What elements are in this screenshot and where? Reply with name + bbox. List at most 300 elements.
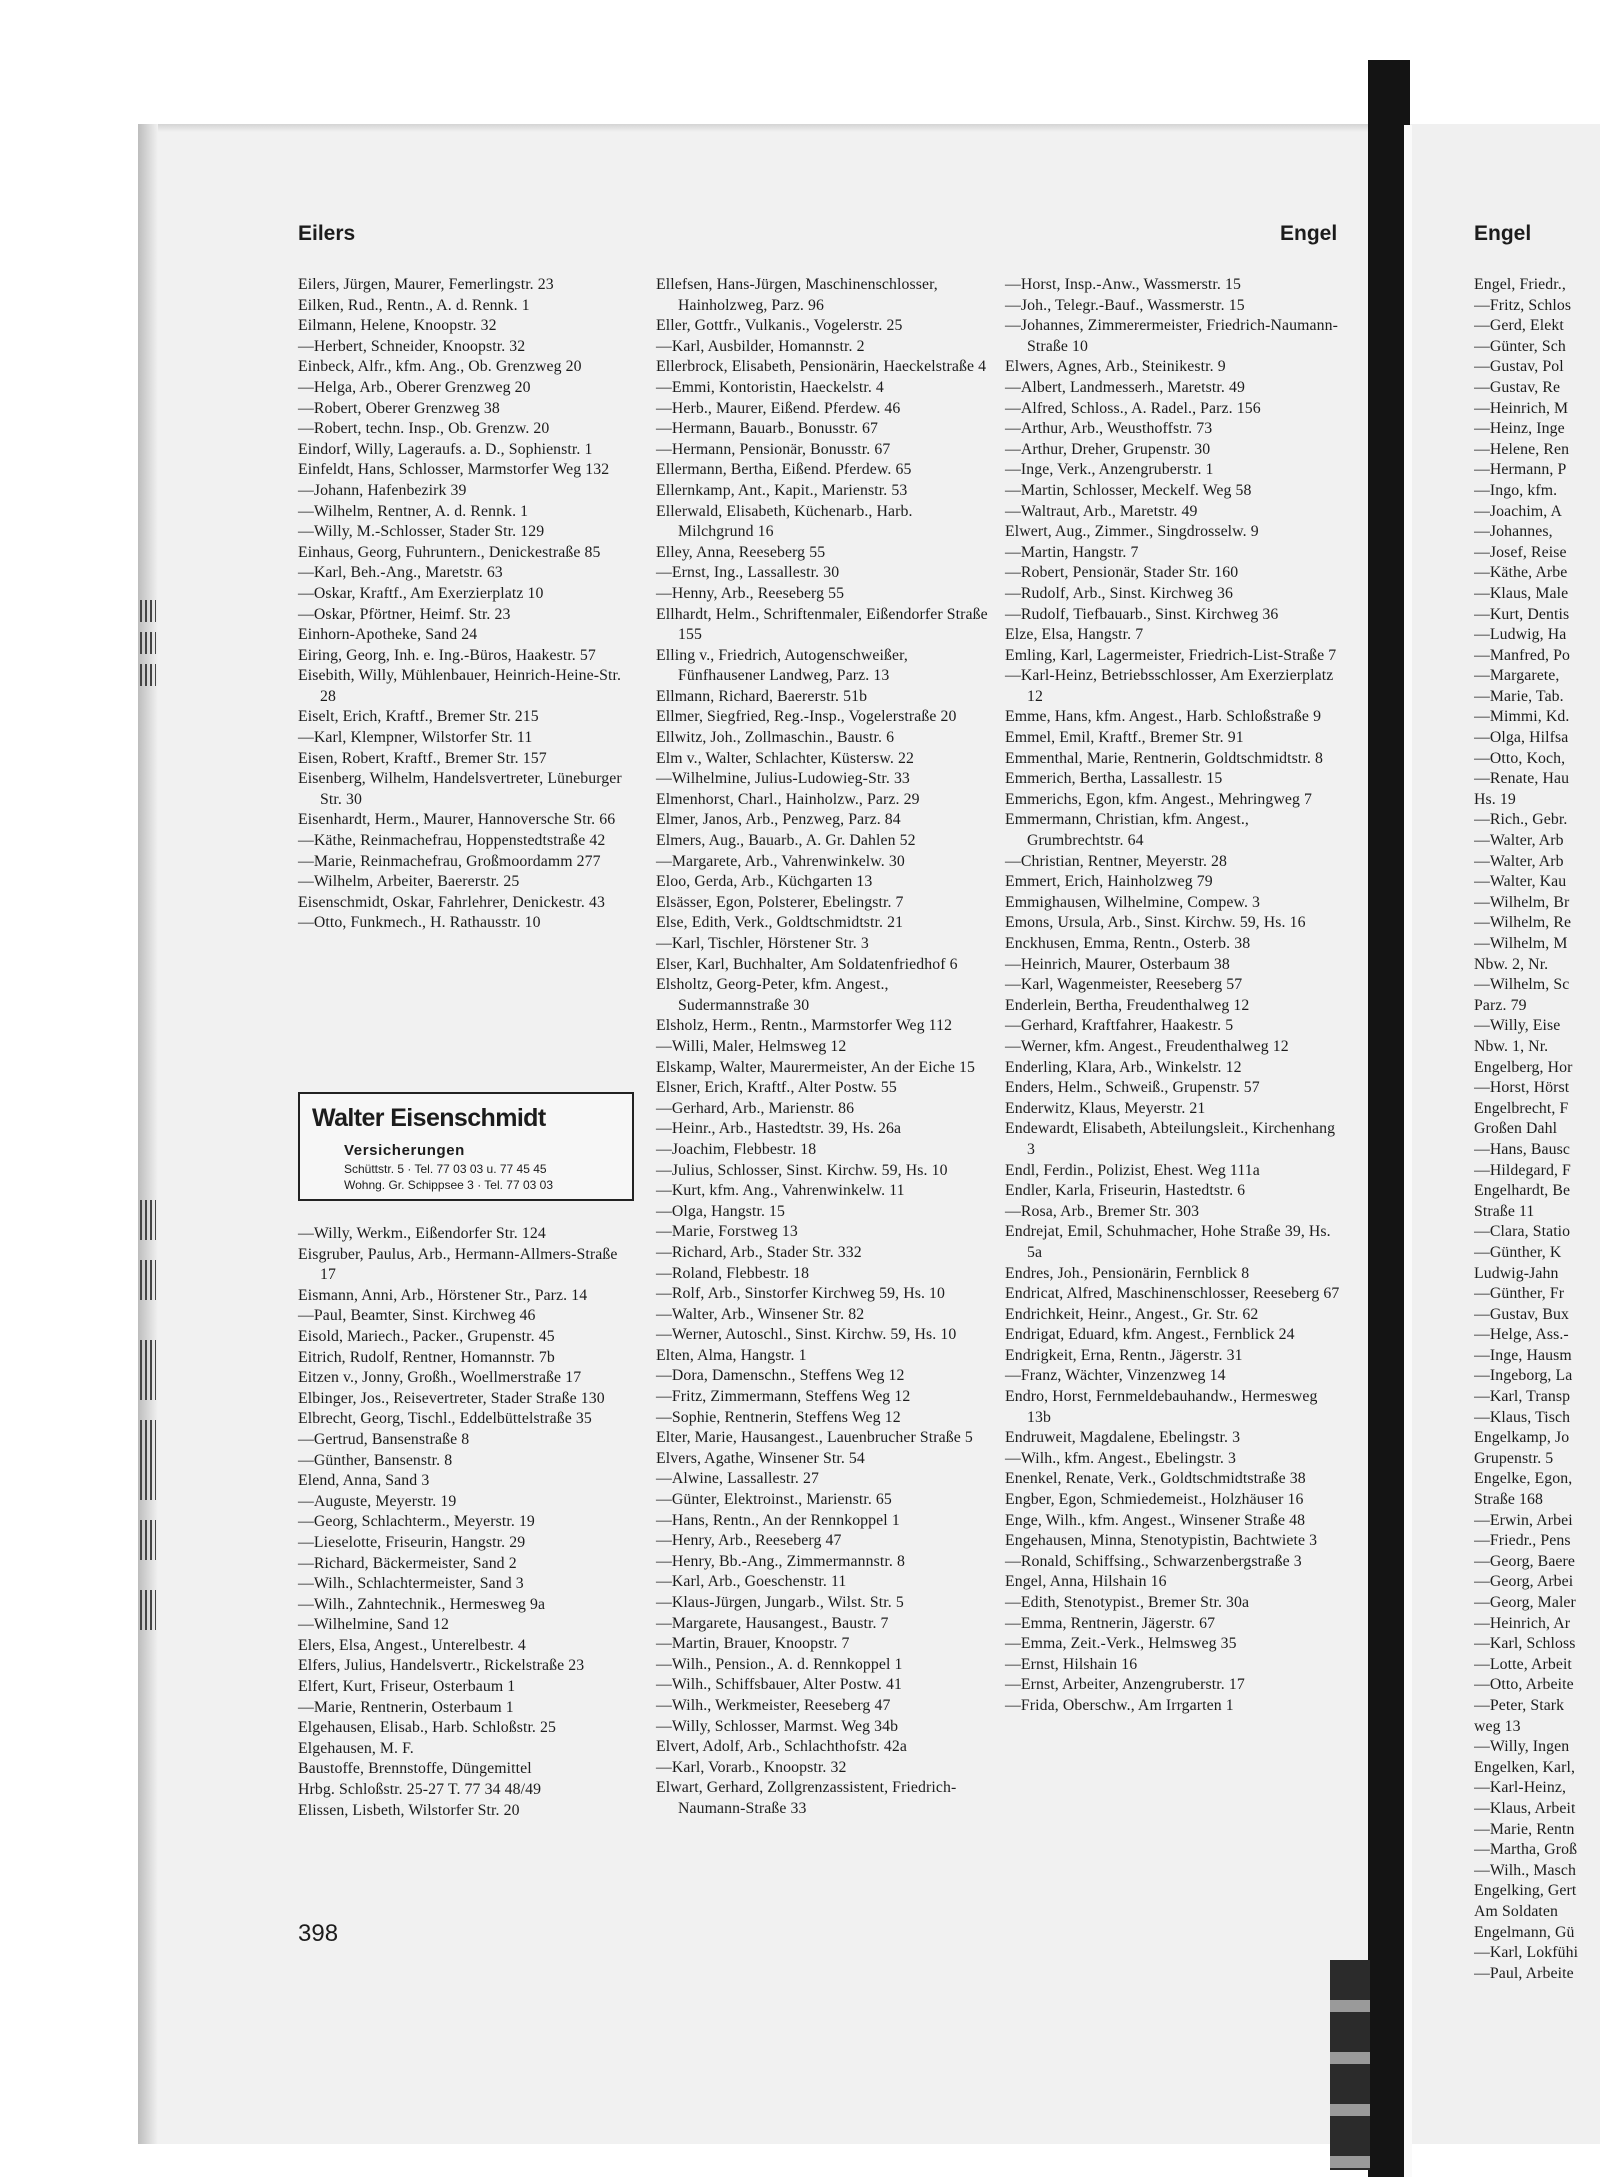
directory-entry: Elvert, Adolf, Arb., Schlachthofstr. 42a xyxy=(656,1738,908,1756)
directory-entry: —Wilhelm, Br xyxy=(1474,893,1570,911)
directory-entry: Elser, Karl, Buchhalter, Am Soldatenfriedhof 6 xyxy=(656,955,958,973)
directory-entry: —Otto, Arbeite xyxy=(1474,1676,1574,1694)
directory-entry: —Willy, M.-Schlosser, Stader Str. 129 xyxy=(298,523,545,541)
directory-entry: Elsässer, Egon, Polsterer, Ebelingstr. 7 xyxy=(656,893,904,911)
directory-entry: —Gerhard, Kraftfahrer, Haakestr. 5 xyxy=(1005,1017,1234,1035)
directory-entry: Elissen, Lisbeth, Wilstorfer Str. 20 xyxy=(298,1801,520,1819)
directory-entry: Engelmann, Gü xyxy=(1474,1923,1575,1941)
directory-entry: Engelhardt, Be xyxy=(1474,1182,1571,1200)
directory-entry: —Karl, Wagenmeister, Reeseberg 57 xyxy=(1005,976,1243,994)
directory-entry: —Hans, Rentn., An der Rennkoppel 1 xyxy=(656,1511,900,1529)
directory-entry: Elter, Marie, Hausangest., Lauenbrucher Straße 5 xyxy=(656,1429,973,1447)
directory-entry: Ludwig-Jahn xyxy=(1474,1264,1559,1282)
directory-entry: Hrbg. Schloßstr. 25-27 T. 77 34 48/49 xyxy=(298,1781,542,1799)
directory-entry: —Willy, Schlosser, Marmst. Weg 34b xyxy=(656,1717,899,1735)
directory-entry: —Kurt, kfm. Ang., Vahrenwinkelw. 11 xyxy=(656,1182,905,1200)
directory-entry: —Klaus, Tisch xyxy=(1474,1408,1571,1426)
directory-entry: Enckhusen, Emma, Rentn., Osterb. 38 xyxy=(1005,935,1251,952)
directory-entry: —Gustav, Bux xyxy=(1474,1305,1569,1323)
directory-entry: —Walter, Kau xyxy=(1474,873,1567,891)
directory-entry: —Wilh., Zahntechnik., Hermesweg 9a xyxy=(298,1595,546,1613)
running-head-right: Engel xyxy=(1280,222,1338,245)
directory-entry: —Alfred, Schloss., A. Radel., Parz. 156 xyxy=(1005,399,1261,417)
directory-entry: Straße 168 xyxy=(1474,1491,1544,1509)
directory-entry: Ellwitz, Joh., Zollmaschin., Baustr. 6 xyxy=(656,729,895,747)
binding-mark xyxy=(140,600,156,622)
directory-entry: —Hermann, P xyxy=(1474,461,1567,479)
directory-entry: Engelke, Egon, xyxy=(1474,1470,1573,1488)
directory-entry: —Heinz, Inge xyxy=(1474,420,1565,438)
ad-business: Versicherungen xyxy=(344,1142,465,1159)
directory-entry: Straße 11 xyxy=(1474,1202,1535,1220)
directory-entry: Eiring, Georg, Inh. e. Ing.-Büros, Haakestr. 57 xyxy=(298,646,596,664)
directory-entry: —Helge, Ass.- xyxy=(1474,1326,1569,1344)
directory-entry: —Wilh., Masch xyxy=(1474,1861,1577,1879)
directory-entry: Eisenschmidt, Oskar, Fahrlehrer, Denickestr. 43 xyxy=(298,893,606,911)
directory-entry: —Paul, Beamter, Sinst. Kirchweg 46 xyxy=(298,1307,536,1325)
directory-entry: —Henry, Arb., Reeseberg 47 xyxy=(656,1532,842,1550)
binding-mark xyxy=(140,1260,156,1300)
directory-entry: —Christian, Rentner, Meyerstr. 28 xyxy=(1005,852,1228,870)
directory-entry: —Helene, Ren xyxy=(1474,440,1570,458)
directory-entry: Einhorn-Apotheke, Sand 24 xyxy=(298,626,478,644)
directory-entry: —Lieselotte, Friseurin, Hangstr. 29 xyxy=(298,1533,526,1551)
gutter-highlight xyxy=(1404,125,1412,2177)
directory-entry: —Karl, Klempner, Wilstorfer Str. 11 xyxy=(298,729,533,747)
directory-entry: Engelberg, Hor xyxy=(1474,1058,1573,1076)
directory-entry: Elfert, Kurt, Friseur, Osterbaum 1 xyxy=(298,1678,516,1696)
binding-mark xyxy=(140,1590,156,1630)
directory-entry: —Willi, Maler, Helmsweg 12 xyxy=(656,1037,847,1055)
directory-entry: —Hildegard, F xyxy=(1474,1161,1571,1179)
directory-entry: —Rolf, Arb., Sinstorfer Kirchweg 59, Hs. 10 xyxy=(656,1285,946,1303)
directory-entry: —Wilh., Pension., A. d. Rennkoppel 1 xyxy=(656,1655,903,1673)
directory-entry: —Johannes, Zimmerermeister, Friedrich-Naumann-Straße 10 xyxy=(1005,317,1338,355)
directory-entry: Elskamp, Walter, Maurermeister, An der Eiche 15 xyxy=(656,1058,976,1076)
directory-entry: Endruweit, Magdalene, Ebelingstr. 3 xyxy=(1005,1429,1241,1447)
directory-entry: Ellerbrock, Elisabeth, Pensionärin, Haeckelstraße 4 xyxy=(656,358,987,376)
directory-entry: Endler, Karla, Friseurin, Hastedtstr. 6 xyxy=(1005,1182,1246,1200)
directory-entry: Enderlein, Bertha, Freudenthalweg 12 xyxy=(1005,996,1250,1014)
directory-entry: Elwers, Agnes, Arb., Steinikestr. 9 xyxy=(1005,358,1226,376)
directory-entry: —Lotte, Arbeit xyxy=(1474,1655,1572,1673)
binding-mark xyxy=(140,1420,156,1500)
directory-entry: Elers, Elsa, Angest., Unterelbestr. 4 xyxy=(298,1636,526,1654)
directory-entry: Engel, Friedr., xyxy=(1474,276,1566,293)
directory-entry: Baustoffe, Brennstoffe, Düngemittel xyxy=(298,1760,532,1778)
directory-entry: —Otto, Funkmech., H. Rathausstr. 10 xyxy=(298,914,541,932)
directory-entry: Ellhardt, Helm., Schriftenmaler, Eißendorfer Straße 155 xyxy=(656,605,988,644)
directory-entry: Endrichkeit, Heinr., Angest., Gr. Str. 62 xyxy=(1005,1305,1259,1323)
directory-entry: —Hermann, Bauarb., Bonusstr. 67 xyxy=(656,420,879,438)
directory-entry: Elgehausen, Elisab., Harb. Schloßstr. 25 xyxy=(298,1719,557,1737)
ad-line-1: Schüttstr. 5 · Tel. 77 03 03 u. 77 45 45 xyxy=(344,1162,547,1176)
directory-entry: Emons, Ursula, Arb., Sinst. Kirchw. 59, Hs. 16 xyxy=(1005,914,1306,932)
directory-entry: —Karl, Lokfühi xyxy=(1474,1944,1579,1962)
directory-entry: —Ernst, Ing., Lassallestr. 30 xyxy=(656,564,840,582)
directory-entry: —Willy, Eise xyxy=(1474,1017,1561,1035)
directory-entry: —Marie, Reinmachefrau, Großmoordamm 277 xyxy=(298,852,601,870)
directory-entry: Elwart, Gerhard, Zollgrenzassistent, Friedrich-Naumann-Straße 33 xyxy=(656,1779,957,1817)
directory-entry: Einhaus, Georg, Fuhruntern., Denickestraße 85 xyxy=(298,543,601,561)
directory-entry: Nbw. 1, Nr. xyxy=(1474,1037,1549,1055)
directory-entry: Hs. 19 xyxy=(1474,790,1516,808)
directory-entry: —Oskar, Pförtner, Heimf. Str. 23 xyxy=(298,605,511,623)
binding-mark xyxy=(140,1520,156,1560)
directory-entry: —Käthe, Reinmachefrau, Hoppenstedtstraße 42 xyxy=(298,832,606,850)
directory-entry: Parz. 79 xyxy=(1474,996,1527,1014)
directory-entry: —Johann, Hafenbezirk 39 xyxy=(298,481,467,499)
directory-entry: —Oskar, Kraftf., Am Exerzierplatz 10 xyxy=(298,584,544,602)
directory-entry: —Friedr., Pens xyxy=(1474,1532,1571,1550)
directory-entry: —Richard, Bäckermeister, Sand 2 xyxy=(298,1554,517,1572)
directory-entry: Engelbrecht, F xyxy=(1474,1099,1569,1117)
directory-entry: —Wilhelm, Sc xyxy=(1474,976,1570,994)
directory-entry: Eisgruber, Paulus, Arb., Hermann-Allmers-Straße 17 xyxy=(298,1245,618,1284)
directory-entry: —Alwine, Lassallestr. 27 xyxy=(656,1470,819,1488)
directory-entry: Elfers, Julius, Handelsvertr., Rickelstraße 23 xyxy=(298,1657,585,1675)
ad-line-2: Wohng. Gr. Schippsee 3 · Tel. 77 03 03 xyxy=(344,1178,554,1192)
directory-entry: —Olga, Hilfsa xyxy=(1474,729,1569,747)
directory-entry: Eiselt, Erich, Kraftf., Bremer Str. 215 xyxy=(298,708,539,726)
directory-entry: —Karl, Ausbilder, Homannstr. 2 xyxy=(656,337,865,355)
directory-entry: Einfeldt, Hans, Schlosser, Marmstorfer Weg 132 xyxy=(298,461,610,479)
directory-entry: —Gerd, Elekt xyxy=(1474,317,1564,335)
directory-entry: —Edith, Stenotypist., Bremer Str. 30a xyxy=(1005,1594,1250,1611)
directory-entry: weg 13 xyxy=(1474,1717,1521,1735)
directory-entry: —Wilhelm, Arbeiter, Baererstr. 25 xyxy=(298,873,520,891)
directory-entry: Eilmann, Helene, Knoopstr. 32 xyxy=(298,317,497,335)
directory-entry: Elbinger, Jos., Reisevertreter, Stader Straße 130 xyxy=(298,1389,605,1407)
directory-entry: —Roland, Flebbestr. 18 xyxy=(656,1264,810,1282)
directory-entry: —Hans, Bausc xyxy=(1474,1140,1570,1158)
directory-entry: —Manfred, Po xyxy=(1474,646,1570,664)
directory-entry: —Heinr., Arb., Hastedtstr. 39, Hs. 26a xyxy=(656,1120,902,1138)
directory-entry: Elgehausen, M. F. xyxy=(298,1739,414,1757)
directory-entry: —Günther, Fr xyxy=(1474,1285,1565,1303)
directory-entry: —Klaus, Arbeit xyxy=(1474,1799,1576,1817)
directory-entry: —Marie, Rentnerin, Osterbaum 1 xyxy=(298,1698,514,1716)
directory-entry: —Georg, Arbei xyxy=(1474,1573,1574,1591)
binding-mark xyxy=(140,664,156,686)
directory-entry: Elten, Alma, Hangstr. 1 xyxy=(656,1346,807,1364)
directory-entry: —Martin, Brauer, Knoopstr. 7 xyxy=(656,1635,850,1653)
directory-entry: Engel, Anna, Hilshain 16 xyxy=(1005,1573,1167,1591)
directory-entry: —Günther, K xyxy=(1474,1243,1562,1261)
directory-entry: —Karl, Arb., Goeschenstr. 11 xyxy=(656,1573,847,1591)
directory-entry: —Martha, Groß xyxy=(1474,1841,1578,1859)
directory-entry: Endl, Ferdin., Polizist, Ehest. Weg 111a xyxy=(1005,1161,1260,1179)
directory-entry: —Johannes, xyxy=(1474,523,1553,541)
directory-entry: Eilken, Rud., Rentn., A. d. Rennk. 1 xyxy=(298,296,530,314)
directory-entry: —Herb., Maurer, Eißend. Pferdew. 46 xyxy=(656,399,901,417)
directory-entry: Einbeck, Alfr., kfm. Ang., Ob. Grenzweg 20 xyxy=(298,358,582,376)
directory-entry: Enge, Wilh., kfm. Angest., Winsener Straße 48 xyxy=(1005,1511,1306,1529)
directory-entry: —Käthe, Arbe xyxy=(1474,564,1568,582)
directory-entry: Eisen, Robert, Kraftf., Bremer Str. 157 xyxy=(298,749,547,767)
binding-mark xyxy=(140,1340,156,1400)
directory-entry: —Werner, Autoschl., Sinst. Kirchw. 59, Hs. 10 xyxy=(656,1326,957,1344)
directory-entry: —Emma, Rentnerin, Jägerstr. 67 xyxy=(1005,1614,1216,1632)
directory-entry: —Karl, Vorarb., Knoopstr. 32 xyxy=(656,1758,847,1776)
directory-entry: Emling, Karl, Lagermeister, Friedrich-List-Straße 7 xyxy=(1005,646,1337,664)
directory-entry: Eitzen v., Jonny, Großh., Woellmerstraße 17 xyxy=(298,1369,582,1387)
directory-entry: —Albert, Landmesserh., Maretstr. 49 xyxy=(1005,378,1245,396)
directory-entry: Else, Edith, Verk., Goldtschmidtstr. 21 xyxy=(656,914,904,932)
directory-entry: —Gustav, Pol xyxy=(1474,358,1564,376)
directory-entry: Engehausen, Minna, Stenotypistin, Bachtwiete 3 xyxy=(1005,1532,1318,1550)
directory-entry: Elmers, Aug., Bauarb., A. Gr. Dahlen 52 xyxy=(656,832,916,850)
directory-entry: Grupenstr. 5 xyxy=(1474,1449,1554,1467)
directory-entry: —Franz, Wächter, Vinzenzweg 14 xyxy=(1005,1367,1226,1385)
directory-entry: —Georg, Schlachterm., Meyerstr. 19 xyxy=(298,1513,535,1531)
directory-entry: —Dora, Damenschn., Steffens Weg 12 xyxy=(656,1367,905,1385)
running-head-left: Eilers xyxy=(298,222,356,245)
directory-entry: —Wilhelmine, Julius-Ludowieg-Str. 33 xyxy=(656,770,910,788)
directory-entry: Endres, Joh., Pensionärin, Fernblick 8 xyxy=(1005,1264,1250,1282)
directory-entry: —Marie, Forstweg 13 xyxy=(656,1223,798,1241)
directory-entry: Elwert, Aug., Zimmer., Singdrosselw. 9 xyxy=(1005,523,1259,541)
directory-entry: —Heinrich, Ar xyxy=(1474,1614,1571,1632)
directory-entry: —Inge, Hausm xyxy=(1474,1346,1572,1364)
directory-entry: —Hermann, Pensionär, Bonusstr. 67 xyxy=(656,440,891,458)
column-3 xyxy=(1005,275,1341,1717)
directory-entry: —Wilh., kfm. Angest., Ebelingstr. 3 xyxy=(1005,1449,1237,1467)
page-top-shadow xyxy=(158,124,1368,132)
directory-entry: —Peter, Stark xyxy=(1474,1696,1565,1714)
advertisement-box xyxy=(298,1092,634,1201)
directory-entry: —Walter, Arb xyxy=(1474,832,1564,850)
directory-entry: —Helga, Arb., Oberer Grenzweg 20 xyxy=(298,378,531,396)
directory-entry: —Klaus-Jürgen, Jungarb., Wilst. Str. 5 xyxy=(656,1594,904,1611)
directory-entry: —Emmi, Kontoristin, Haeckelstr. 4 xyxy=(656,378,884,396)
directory-entry: —Margarete, Hausangest., Baustr. 7 xyxy=(656,1614,889,1632)
directory-entry: —Kurt, Dentis xyxy=(1474,605,1570,623)
directory-entry: Endricat, Alfred, Maschinenschlosser, Reeseberg 67 xyxy=(1005,1285,1340,1303)
directory-entry: —Wilhelm, Re xyxy=(1474,914,1572,932)
directory-entry: —Werner, kfm. Angest., Freudenthalweg 12 xyxy=(1005,1037,1289,1055)
directory-entry: —Joachim, A xyxy=(1474,502,1562,520)
directory-entry: —Rudolf, Arb., Sinst. Kirchweg 36 xyxy=(1005,584,1233,602)
directory-entry: Emmerichs, Egon, kfm. Angest., Mehringweg 7 xyxy=(1005,790,1313,808)
directory-entry: —Henry, Bb.-Ang., Zimmermannstr. 8 xyxy=(656,1552,905,1570)
directory-entry: —Gustav, Re xyxy=(1474,378,1561,396)
directory-entry: Emme, Hans, kfm. Angest., Harb. Schloßstraße 9 xyxy=(1005,708,1322,726)
directory-entry: —Mimmi, Kd. xyxy=(1474,708,1570,726)
directory-entry: Nbw. 2, Nr. xyxy=(1474,955,1549,973)
directory-entry: —Fritz, Schlos xyxy=(1474,296,1572,314)
directory-entry: —Julius, Schlosser, Sinst. Kirchw. 59, Hs. 10 xyxy=(656,1161,948,1179)
directory-entry: —Emma, Zeit.-Verk., Helmsweg 35 xyxy=(1005,1635,1237,1653)
directory-entry: Eisold, Mariech., Packer., Grupenstr. 45 xyxy=(298,1327,555,1345)
directory-entry: —Karl, Beh.-Ang., Maretstr. 63 xyxy=(298,564,503,582)
directory-entry: —Gertrud, Bansenstraße 8 xyxy=(298,1430,470,1448)
directory-entry: Eindorf, Willy, Lageraufs. a. D., Sophienstr. 1 xyxy=(298,440,593,458)
directory-entry: —Walter, Arb xyxy=(1474,852,1564,870)
directory-entry: —Olga, Hangstr. 15 xyxy=(656,1202,786,1220)
directory-entry: —Martin, Schlosser, Meckelf. Weg 58 xyxy=(1005,481,1252,499)
directory-entry: —Joh., Telegr.-Bauf., Wassmerstr. 15 xyxy=(1005,296,1245,314)
ad-name: Walter Eisenschmidt xyxy=(312,1104,546,1132)
directory-entry: —Margarete, xyxy=(1474,667,1560,685)
directory-entry: Eisenhardt, Herm., Maurer, Hannoversche Str. 66 xyxy=(298,811,616,829)
directory-entry: Eitrich, Rudolf, Rentner, Homannstr. 7b xyxy=(298,1348,555,1366)
directory-entry: —Margarete, Arb., Vahrenwinkelw. 30 xyxy=(656,852,905,870)
directory-entry: —Karl-Heinz, xyxy=(1474,1779,1566,1797)
directory-entry: Eloo, Gerda, Arb., Küchgarten 13 xyxy=(656,873,873,891)
directory-entry: Elsholtz, Georg-Peter, kfm. Angest., Sudermannstraße 30 xyxy=(656,976,889,1014)
directory-entry: Elze, Elsa, Hangstr. 7 xyxy=(1005,626,1144,644)
directory-entry: —Robert, Pensionär, Stader Str. 160 xyxy=(1005,564,1239,582)
directory-entry: —Renate, Hau xyxy=(1474,770,1570,788)
directory-entry: —Wilh., Werkmeister, Reeseberg 47 xyxy=(656,1696,891,1714)
directory-entry: Eisebith, Willy, Mühlenbauer, Heinrich-Heine-Str. 28 xyxy=(298,667,622,705)
directory-entry: —Wilh., Schiffsbauer, Alter Postw. 41 xyxy=(656,1676,902,1694)
directory-entry: —Josef, Reise xyxy=(1474,543,1567,561)
column-2 xyxy=(656,275,988,1820)
directory-entry: —Robert, techn. Insp., Ob. Grenzw. 20 xyxy=(298,420,550,438)
directory-entry: Enderling, Klara, Arb., Winkelstr. 12 xyxy=(1005,1058,1242,1076)
gutter-bottom-band xyxy=(1330,1960,1370,2170)
directory-entry: —Rosa, Arb., Bremer Str. 303 xyxy=(1005,1202,1200,1220)
directory-entry: —Heinrich, M xyxy=(1474,399,1569,417)
column-1-top xyxy=(298,275,630,934)
running-head-next: Engel xyxy=(1474,222,1532,245)
directory-entry: Elley, Anna, Reeseberg 55 xyxy=(656,543,826,561)
directory-entry: —Karl, Schloss xyxy=(1474,1635,1576,1653)
directory-entry: Am Soldaten xyxy=(1474,1902,1559,1920)
column-4 xyxy=(1474,275,1600,1984)
directory-entry: —Joachim, Flebbestr. 18 xyxy=(656,1140,817,1158)
directory-entry: Elsholz, Herm., Rentn., Marmstorfer Weg 112 xyxy=(656,1017,953,1035)
directory-entry: Engelken, Karl, xyxy=(1474,1758,1576,1776)
directory-entry: Elmenhorst, Charl., Hainholzw., Parz. 29 xyxy=(656,790,920,808)
directory-entry: Ellmann, Richard, Baererstr. 51b xyxy=(656,687,868,705)
directory-entry: —Horst, Insp.-Anw., Wassmerstr. 15 xyxy=(1005,276,1241,293)
directory-entry: —Rudolf, Tiefbauarb., Sinst. Kirchweg 36 xyxy=(1005,605,1279,623)
directory-entry: —Inge, Verk., Anzengruberstr. 1 xyxy=(1005,461,1214,479)
directory-entry: Enderwitz, Klaus, Meyerstr. 21 xyxy=(1005,1099,1206,1117)
directory-entry: Elmer, Janos, Arb., Penzweg, Parz. 84 xyxy=(656,811,901,829)
directory-entry: Elsner, Erich, Kraftf., Alter Postw. 55 xyxy=(656,1079,897,1097)
directory-entry: Elbrecht, Georg, Tischl., Eddelbüttelstraße 35 xyxy=(298,1410,592,1428)
binding-mark xyxy=(140,632,156,654)
directory-entry: Eilers, Jürgen, Maurer, Femerlingstr. 23 xyxy=(298,276,554,293)
directory-entry: Elend, Anna, Sand 3 xyxy=(298,1472,430,1490)
directory-entry: —Arthur, Arb., Weusthoffstr. 73 xyxy=(1005,420,1213,438)
directory-entry: —Arthur, Dreher, Grupenstr. 30 xyxy=(1005,440,1211,458)
directory-entry: —Ludwig, Ha xyxy=(1474,626,1567,644)
directory-entry: —Günther, Bansenstr. 8 xyxy=(298,1451,453,1469)
directory-entry: Emmerich, Bertha, Lassallestr. 15 xyxy=(1005,770,1223,788)
directory-entry: —Fritz, Zimmermann, Steffens Weg 12 xyxy=(656,1388,911,1406)
directory-entry: —Klaus, Male xyxy=(1474,584,1569,602)
page-left-edge-shadow xyxy=(138,124,158,2144)
directory-entry: Endrigkeit, Erna, Rentn., Jägerstr. 31 xyxy=(1005,1346,1243,1364)
directory-entry: —Marie, Rentn xyxy=(1474,1820,1575,1838)
directory-entry: —Marie, Tab. xyxy=(1474,687,1564,705)
directory-entry: Enders, Helm., Schweiß., Grupenstr. 57 xyxy=(1005,1079,1260,1097)
directory-entry: —Martin, Hangstr. 7 xyxy=(1005,543,1139,561)
directory-entry: Emmighausen, Wilhelmine, Compew. 3 xyxy=(1005,893,1261,911)
directory-entry: Ellermann, Bertha, Eißend. Pferdew. 65 xyxy=(656,461,912,479)
directory-entry: —Willy, Werkm., Eißendorfer Str. 124 xyxy=(298,1225,546,1242)
directory-entry: —Henny, Arb., Reeseberg 55 xyxy=(656,584,845,602)
directory-entry: —Heinrich, Maurer, Osterbaum 38 xyxy=(1005,955,1230,973)
directory-entry: Endrejat, Emil, Schuhmacher, Hohe Straße 39, Hs. 5a xyxy=(1005,1223,1331,1261)
directory-entry: Elm v., Walter, Schlachter, Küstersw. 22 xyxy=(656,749,914,767)
binding-mark xyxy=(140,1200,156,1240)
directory-entry: Ellefsen, Hans-Jürgen, Maschinenschlosser, Hainholzweg, Parz. 96 xyxy=(656,276,938,314)
directory-entry: —Herbert, Schneider, Knoopstr. 32 xyxy=(298,337,526,355)
directory-entry: —Günter, Sch xyxy=(1474,337,1566,355)
directory-entry: —Ernst, Arbeiter, Anzengruberstr. 17 xyxy=(1005,1676,1245,1694)
directory-entry: —Georg, Maler xyxy=(1474,1594,1576,1611)
directory-entry: —Ingeborg, La xyxy=(1474,1367,1573,1385)
directory-entry: —Richard, Arb., Stader Str. 332 xyxy=(656,1243,862,1261)
directory-entry: Ellernkamp, Ant., Kapit., Marienstr. 53 xyxy=(656,481,908,499)
directory-entry: Emmenthal, Marie, Rentnerin, Goldtschmidtstr. 8 xyxy=(1005,749,1323,767)
directory-entry: Engber, Egon, Schmiedemeist., Holzhäuser 16 xyxy=(1005,1491,1304,1509)
directory-entry: Großen Dahl xyxy=(1474,1120,1558,1138)
directory-entry: —Ingo, kfm. xyxy=(1474,481,1558,499)
directory-entry: Eisenberg, Wilhelm, Handelsvertreter, Lüneburger Str. 30 xyxy=(298,770,622,808)
directory-entry: —Paul, Arbeite xyxy=(1474,1964,1574,1982)
directory-entry: Emmermann, Christian, kfm. Angest., Grumbrechtstr. 64 xyxy=(1005,811,1249,850)
directory-entry: —Erwin, Arbei xyxy=(1474,1511,1573,1529)
directory-entry: Endrigat, Eduard, kfm. Angest., Fernblick 24 xyxy=(1005,1326,1295,1344)
directory-entry: Elvers, Agathe, Winsener Str. 54 xyxy=(656,1449,865,1467)
directory-entry: —Auguste, Meyerstr. 19 xyxy=(298,1492,457,1510)
directory-entry: Ellerwald, Elisabeth, Küchenarb., Harb. Milchgrund 16 xyxy=(656,502,913,541)
directory-entry: Emmel, Emil, Kraftf., Bremer Str. 91 xyxy=(1005,729,1244,747)
directory-entry: —Wilhelm, Rentner, A. d. Rennk. 1 xyxy=(298,502,529,520)
column-1-bottom xyxy=(298,1224,630,1821)
directory-entry: Emmert, Erich, Hainholzweg 79 xyxy=(1005,873,1213,891)
page-number: 398 xyxy=(298,1920,339,1947)
directory-entry: —Horst, Hörst xyxy=(1474,1079,1570,1097)
directory-entry: Eismann, Anni, Arb., Hörstener Str., Parz. 14 xyxy=(298,1286,588,1304)
directory-entry: —Georg, Baere xyxy=(1474,1552,1576,1570)
directory-entry: —Wilhelm, M xyxy=(1474,935,1568,952)
directory-entry: Endro, Horst, Fernmeldebauhandw., Hermesweg 13b xyxy=(1005,1388,1318,1426)
directory-entry: —Wilhelmine, Sand 12 xyxy=(298,1616,449,1634)
directory-entry: —Rich., Gebr. xyxy=(1474,811,1568,829)
directory-entry: —Ernst, Hilshain 16 xyxy=(1005,1655,1138,1673)
directory-entry: Engelking, Gert xyxy=(1474,1882,1577,1900)
directory-entry: Engelkamp, Jo xyxy=(1474,1429,1570,1447)
directory-entry: —Clara, Statio xyxy=(1474,1223,1571,1241)
directory-entry: Enenkel, Renate, Verk., Goldtschmidtstraße 38 xyxy=(1005,1470,1306,1488)
directory-entry: —Gerhard, Arb., Marienstr. 86 xyxy=(656,1099,855,1117)
directory-entry: Ellmer, Siegfried, Reg.-Insp., Vogelerstraße 20 xyxy=(656,708,957,726)
directory-entry: Elling v., Friedrich, Autogenschweißer, Fünfhausener Landweg, Parz. 13 xyxy=(656,646,908,685)
directory-entry: —Sophie, Rentnerin, Steffens Weg 12 xyxy=(656,1408,901,1426)
directory-entry: —Frida, Oberschw., Am Irrgarten 1 xyxy=(1005,1696,1234,1714)
directory-entry: —Karl, Transp xyxy=(1474,1388,1571,1406)
directory-entry: Endewardt, Elisabeth, Abteilungsleit., Kirchenhang 3 xyxy=(1005,1120,1336,1158)
directory-entry: —Otto, Koch, xyxy=(1474,749,1566,767)
directory-entry: Eller, Gottfr., Vulkanis., Vogelerstr. 25 xyxy=(656,317,903,335)
directory-entry: —Ronald, Schiffsing., Schwarzenbergstraße 3 xyxy=(1005,1552,1302,1570)
directory-entry: —Karl-Heinz, Betriebsschlosser, Am Exerzierplatz 12 xyxy=(1005,667,1334,705)
directory-entry: —Karl, Tischler, Hörstener Str. 3 xyxy=(656,935,869,952)
directory-entry: —Wilh., Schlachtermeister, Sand 3 xyxy=(298,1575,524,1593)
directory-entry: —Robert, Oberer Grenzweg 38 xyxy=(298,399,500,417)
directory-entry: —Willy, Ingen xyxy=(1474,1738,1570,1756)
directory-entry: —Waltraut, Arb., Maretstr. 49 xyxy=(1005,502,1198,520)
directory-entry: —Günter, Elektroinst., Marienstr. 65 xyxy=(656,1491,892,1509)
